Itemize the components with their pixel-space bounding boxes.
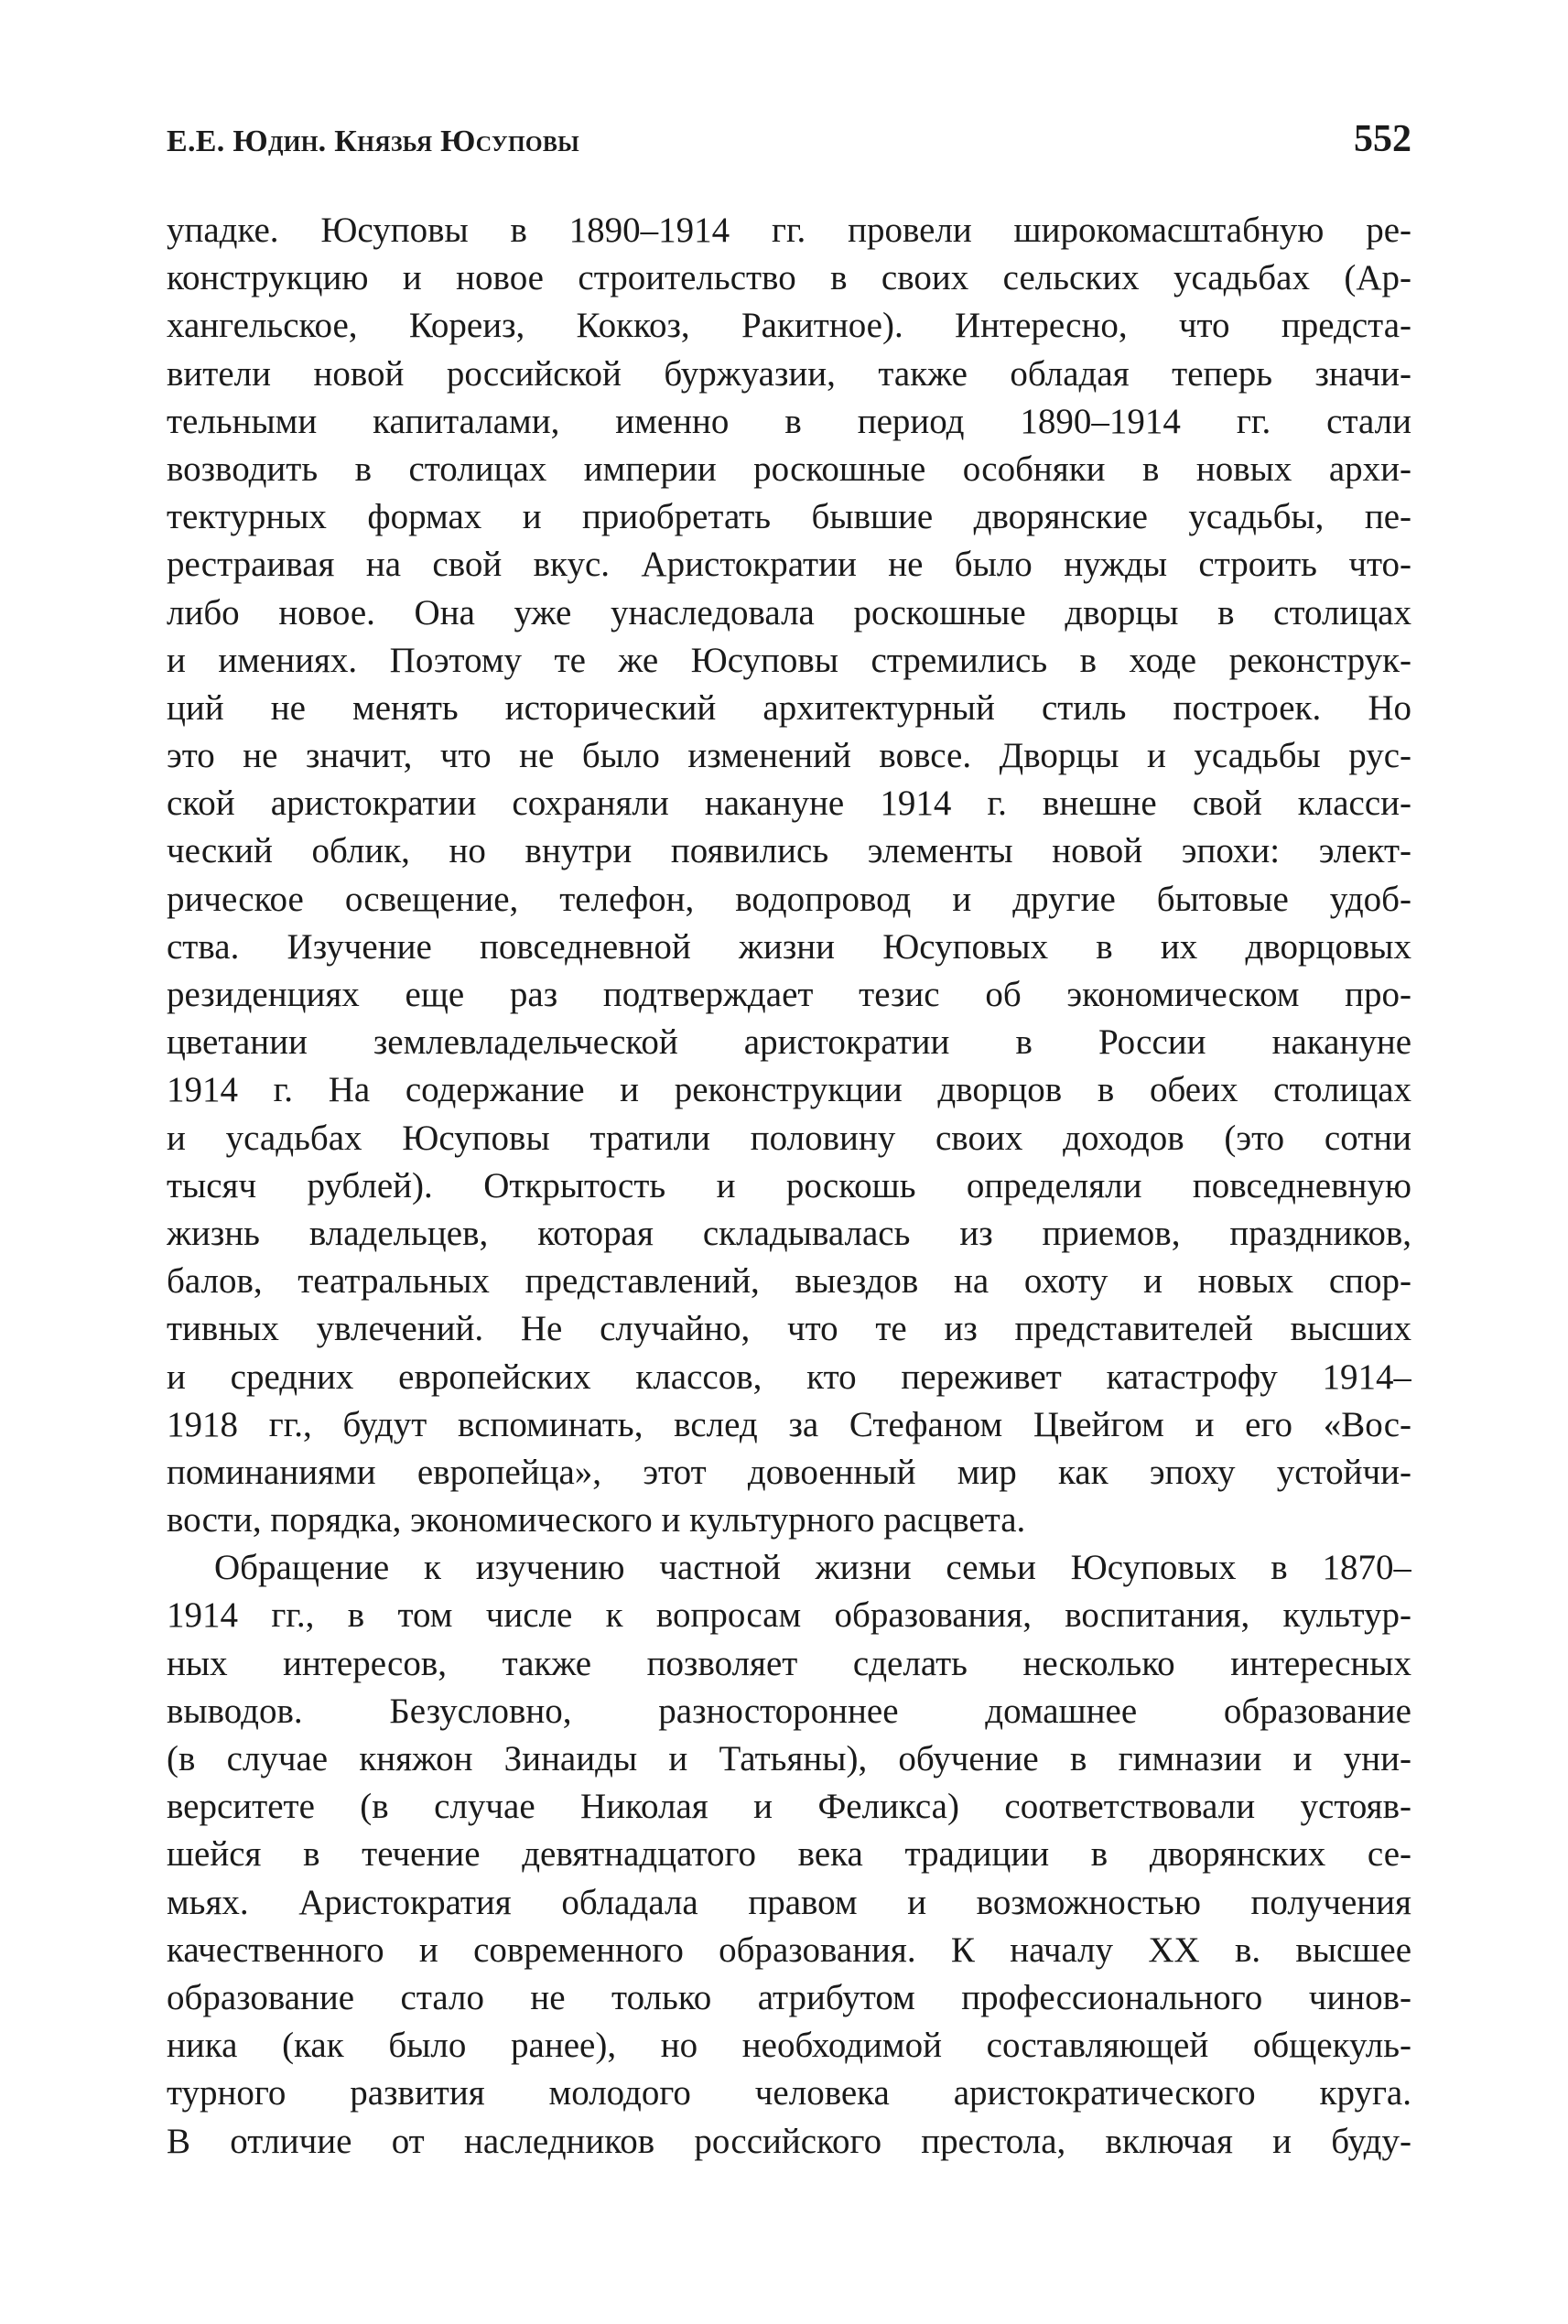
text-line: и имениях. Поэтому те же Юсуповы стремились в ходе реконструк- <box>167 640 1411 680</box>
paragraph <box>167 1544 1411 2165</box>
running-head-title: Е.Е. Юдин. Князья Юсуповы <box>167 124 580 158</box>
text-line: поминаниями европейца», этот довоенный мир как эпоху устойчи- <box>167 1452 1411 1492</box>
text-line: ства. Изучение повседневной жизни Юсуповых в их дворцовых <box>167 926 1411 967</box>
text-line: это не значит, что не было изменений вовсе. Дворцы и усадьбы рус- <box>167 736 1411 776</box>
text-line: хангельское, Кореиз, Коккоз, Ракитное). Интересно, что предста- <box>167 306 1411 346</box>
text-line: 1918 гг., будут вспоминать, вслед за Стефаном Цвейгом и его «Вос- <box>167 1404 1411 1444</box>
text-line: качественного и современного образования. К началу XX в. высшее <box>167 1929 1411 1970</box>
text-line: резиденциях еще раз подтверждает тезис об экономическом про- <box>167 975 1411 1014</box>
text-line: рестраивая на свой вкус. Аристократии не было нужды строить что- <box>167 545 1411 585</box>
text-line: цветании землевладельческой аристократии в России накануне <box>167 1022 1411 1063</box>
page-number: 552 <box>1354 118 1411 160</box>
text-line: 1914 гг., в том числе к вопросам образования, воспитания, культур- <box>167 1595 1411 1636</box>
text-line: Обращение к изучению частной жизни семьи Юсуповых в 1870– <box>214 1548 1411 1588</box>
text-line: рическое освещение, телефон, водопровод и другие бытовые удоб- <box>167 879 1411 919</box>
text-line: тивных увлечений. Не случайно, что те из представителей высших <box>167 1309 1411 1349</box>
text-line: (в случае княжон Зинаиды и Татьяны), обучение в гимназии и уни- <box>167 1739 1411 1778</box>
text-line: и средних европейских классов, кто переживет катастрофу 1914– <box>167 1357 1411 1397</box>
text-line: образование стало не только атрибутом профессионального чинов- <box>167 1977 1411 2017</box>
text-line: ных интересов, также позволяет сделать несколько интересных <box>167 1643 1411 1683</box>
text-line: конструкцию и новое строительство в своих сельских усадьбах (Ар- <box>167 258 1411 298</box>
text-line: тысяч рублей). Открытость и роскошь определяли повседневную <box>167 1165 1411 1205</box>
book-page <box>167 0 1411 2324</box>
body-text <box>167 207 1411 2166</box>
paragraph <box>167 207 1411 1544</box>
text-line: ской аристократии сохраняли накануне 1914 г. внешне свой класси- <box>167 784 1411 824</box>
text-line: вители новой российской буржуазии, также обладая теперь значи- <box>167 353 1411 394</box>
text-line: ника (как было ранее), но необходимой составляющей общекуль- <box>167 2026 1411 2066</box>
text-line: вости, порядка, экономического и культурного расцвета. <box>167 1500 1026 1540</box>
running-head <box>167 117 1411 172</box>
text-line: возводить в столицах империи роскошные особняки в новых архи- <box>167 449 1411 489</box>
text-line: тектурных формах и приобретать бывшие дворянские усадьбы, пе- <box>167 497 1411 537</box>
text-line: мьях. Аристократия обладала правом и возможностью получения <box>167 1882 1411 1922</box>
text-line: шейся в течение девятнадцатого века традиции в дворянских се- <box>167 1834 1411 1875</box>
text-line: упадке. Юсуповы в 1890–1914 гг. провели широкомасштабную ре- <box>167 211 1411 250</box>
text-line: ций не менять исторический архитектурный стиль построек. Но <box>167 687 1411 728</box>
text-line: выводов. Безусловно, разностороннее домашнее образование <box>167 1691 1411 1731</box>
text-line: тельными капиталами, именно в период 1890–1914 гг. стали <box>167 401 1411 441</box>
text-line: либо новое. Она уже унаследовала роскошные дворцы в столицах <box>167 592 1411 632</box>
text-line: балов, театральных представлений, выездов на охоту и новых спор- <box>167 1261 1411 1302</box>
text-line: верситете (в случае Николая и Феликса) соответствовали устояв- <box>167 1787 1411 1827</box>
text-line: жизнь владельцев, которая складывалась из приемов, праздников, <box>167 1213 1411 1253</box>
text-line: 1914 г. На содержание и реконструкции дворцов в обеих столицах <box>167 1070 1411 1110</box>
text-line: В отличие от наследников российского престола, включая и буду- <box>167 2121 1411 2161</box>
text-line: и усадьбах Юсуповы тратили половину своих доходов (это сотни <box>167 1118 1411 1158</box>
text-line: ческий облик, но внутри появились элементы новой эпохи: элект- <box>167 831 1411 871</box>
text-line: турного развития молодого человека аристократического круга. <box>167 2073 1411 2113</box>
